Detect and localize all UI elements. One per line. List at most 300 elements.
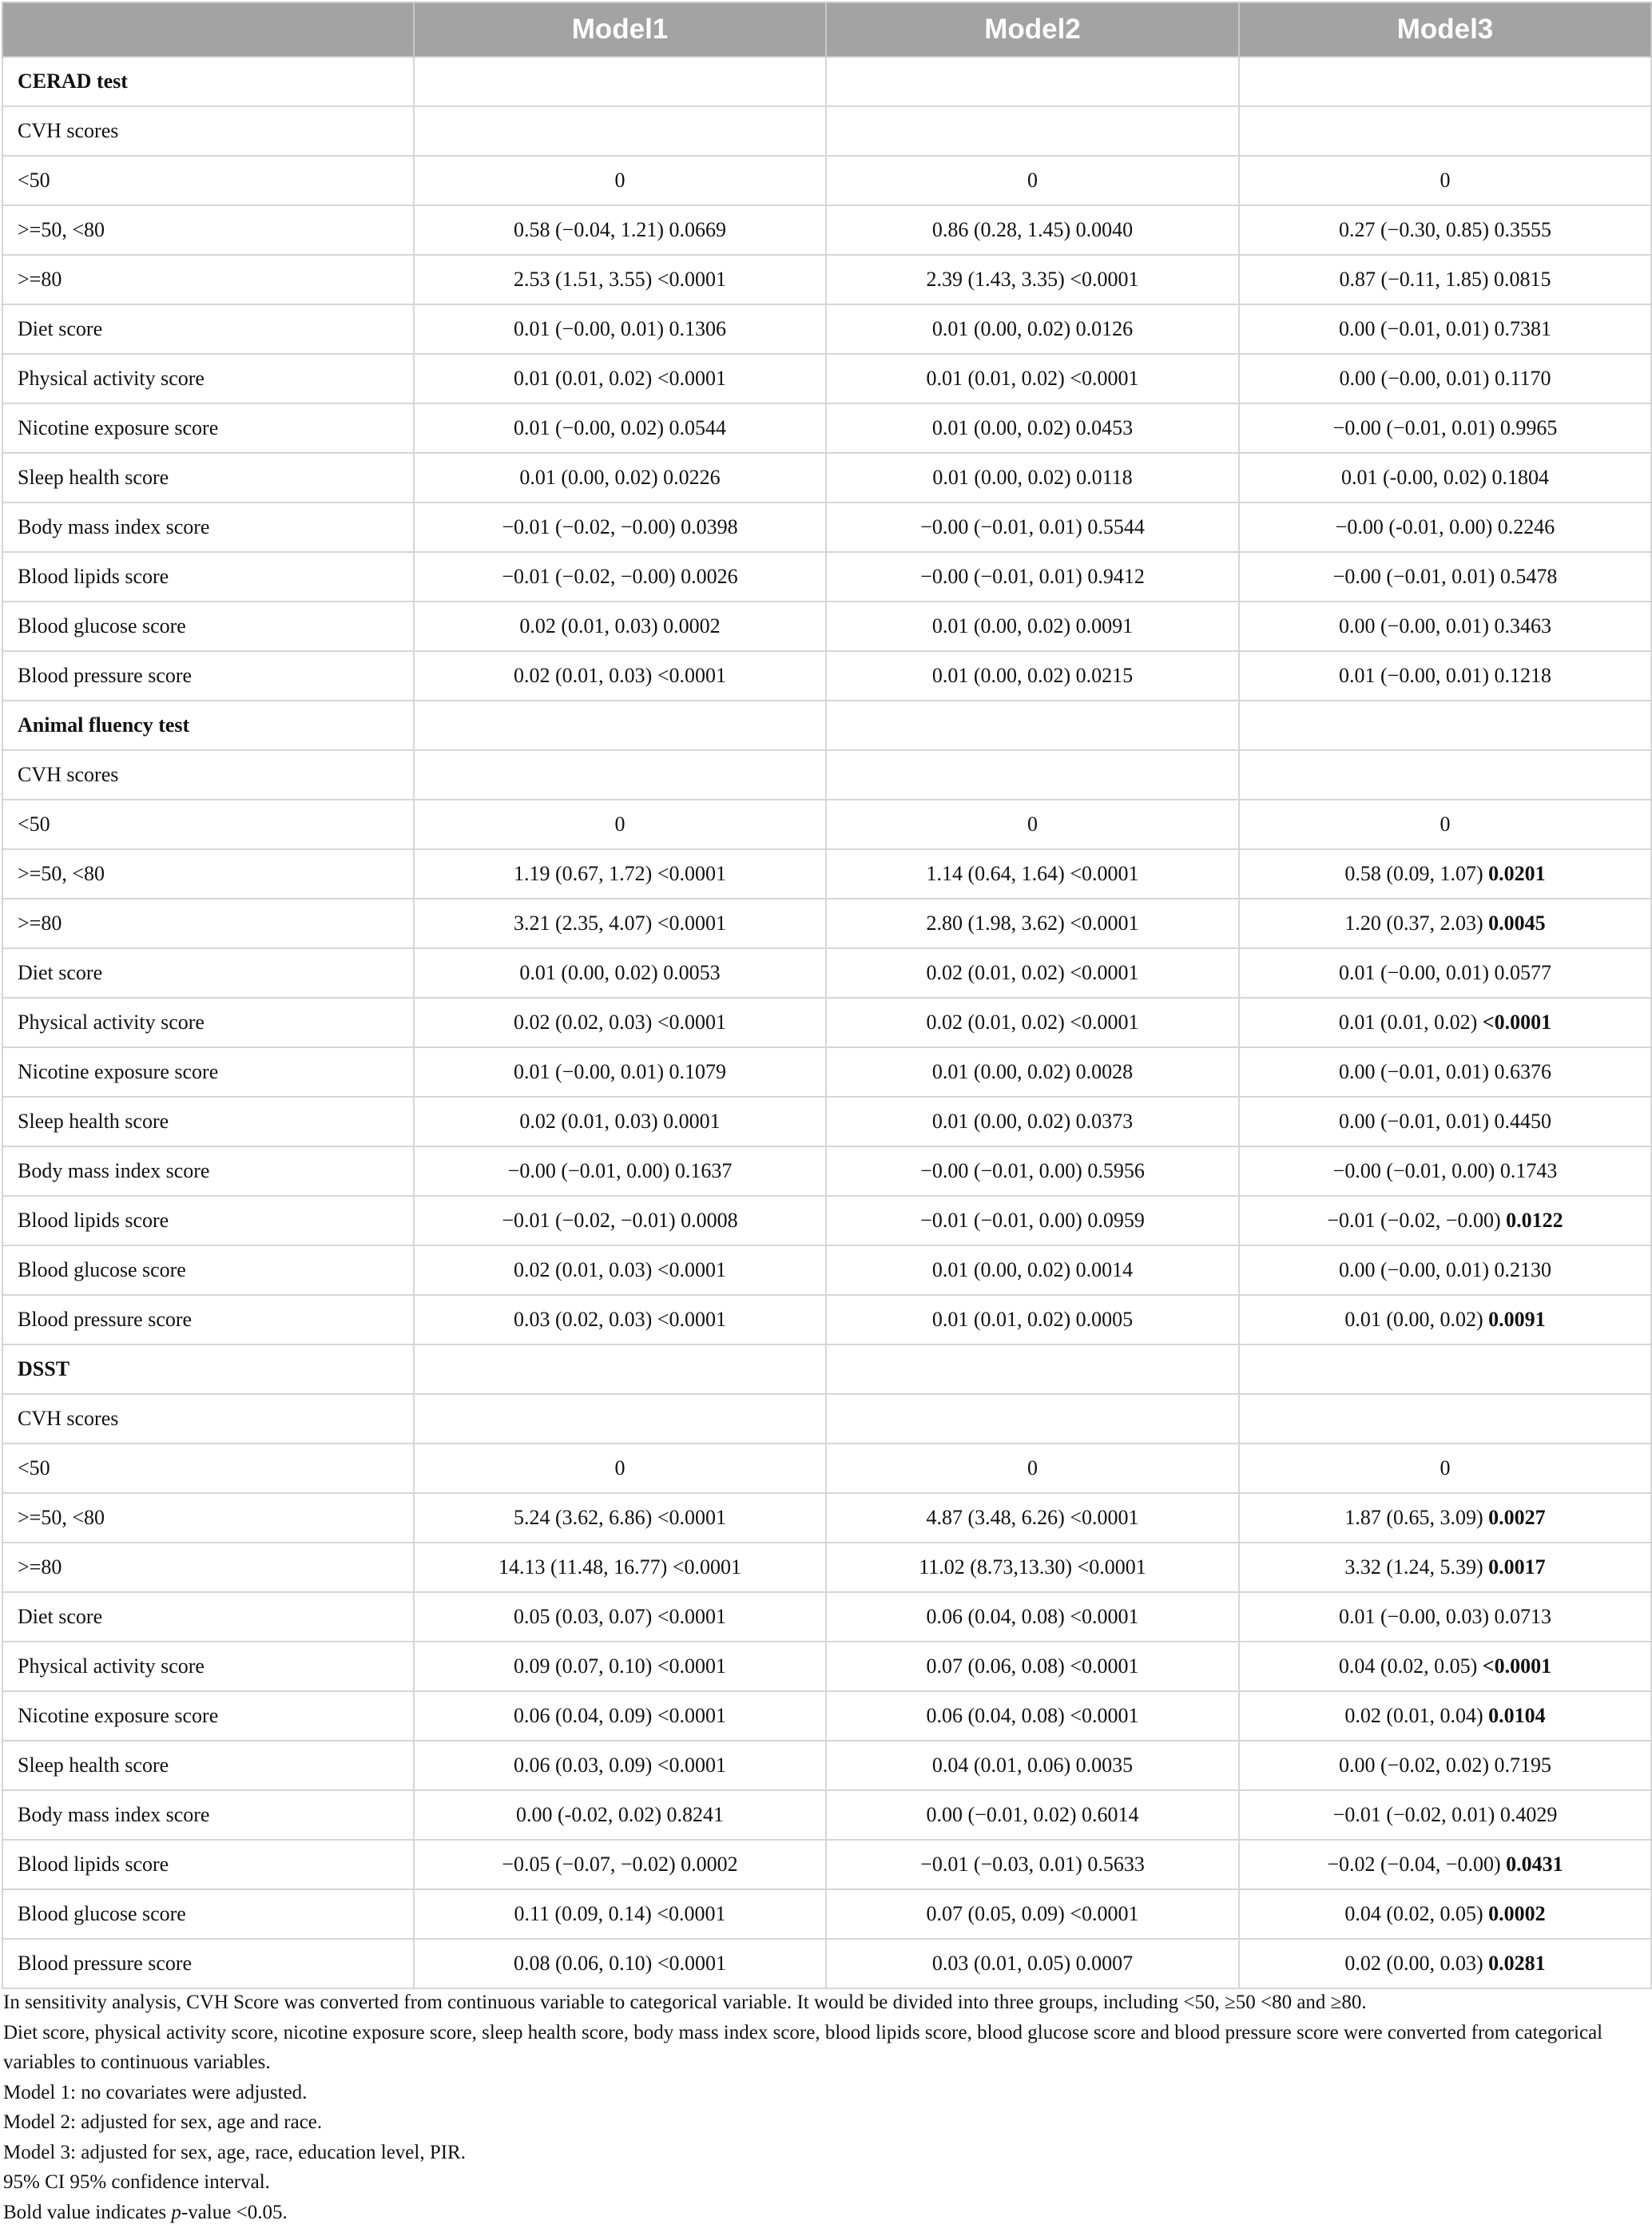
estimate-text: −0.00 (−0.01, 0.01) 0.5478 [1332,565,1558,588]
estimate-text: 0.01 (−0.00, 0.01) 0.1306 [514,317,726,340]
model1-cell [414,1790,826,1840]
table-row [2,502,1651,552]
estimate-text: 0.01 (0.00, 0.02) 0.0215 [931,664,1134,687]
estimate-text: 0.07 (0.05, 0.09) <0.0001 [926,1902,1139,1925]
model1-cell [414,1840,826,1889]
footnote-7 [3,2198,1649,2228]
model1-cell [414,800,826,849]
significant-p-value: 0.0104 [1488,1704,1546,1727]
model2-cell [826,255,1239,304]
model2-cell [826,205,1239,255]
estimate-text: 0.07 (0.06, 0.08) <0.0001 [926,1654,1139,1678]
estimate-text: 0.01 (0.00, 0.02) 0.0014 [931,1258,1134,1281]
model3-cell [1239,1295,1651,1344]
table-row [2,1146,1651,1196]
row-label: Animal fluency test [2,701,414,750]
model3-cell [1239,1444,1651,1493]
significant-p-value: 0.0002 [1488,1902,1546,1925]
model2-cell [826,800,1239,849]
model2-cell [826,1196,1239,1245]
model2-cell [826,1394,1239,1444]
row-label: CVH scores [2,750,414,800]
model3-cell [1239,1047,1651,1097]
row-label: >=80 [2,899,414,948]
estimate-text: 4.87 (3.48, 6.26) <0.0001 [926,1506,1139,1529]
table-row [2,1691,1651,1741]
table-row [2,205,1651,255]
model3-cell [1239,1097,1651,1146]
table-row [2,1196,1651,1245]
row-label: >=80 [2,255,414,304]
row-label: Sleep health score [2,1097,414,1146]
estimate-text: −0.01 (−0.02, −0.00) 0.0026 [502,565,738,588]
significant-p-value: 0.0431 [1506,1853,1563,1876]
estimate-text: 0.06 (0.03, 0.09) <0.0001 [514,1753,726,1777]
estimate-text: 0.01 (0.00, 0.02) 0.0053 [519,961,721,984]
model3-cell [1239,701,1651,750]
model3-cell [1239,552,1651,602]
model2-cell [826,1741,1239,1790]
model3-cell [1239,1592,1651,1642]
model3-cell [1239,57,1651,106]
estimate-text: −0.01 (−0.02, −0.00) [1327,1209,1501,1232]
model2-cell [826,1840,1239,1889]
model2-cell [826,453,1239,502]
row-label: Nicotine exposure score [2,403,414,453]
row-label: DSST [2,1344,414,1394]
estimate-text: 0.02 (0.01, 0.03) <0.0001 [514,664,726,687]
model2-cell [826,1146,1239,1196]
estimate-text: 0 [1440,169,1451,192]
table-row [2,1840,1651,1889]
row-label: Blood pressure score [2,1939,414,1988]
model2-cell [826,849,1239,899]
estimate-text: 0.01 (0.01, 0.02) 0.0005 [931,1308,1134,1331]
model1-cell [414,502,826,552]
estimate-text: −0.00 (−0.01, 0.00) 0.5956 [920,1159,1145,1182]
row-label: <50 [2,156,414,205]
estimate-text: 0.01 (0.00, 0.02) 0.0091 [931,614,1134,637]
estimate-text: −0.05 (−0.07, −0.02) 0.0002 [502,1853,738,1876]
model3-cell [1239,899,1651,948]
estimate-text: 0.01 (0.00, 0.02) 0.0453 [931,416,1134,439]
estimate-text: 0.01 (−0.00, 0.03) 0.0713 [1339,1605,1551,1628]
model2-cell [826,156,1239,205]
table-row [2,1889,1651,1939]
estimate-text: 0.08 (0.06, 0.10) <0.0001 [514,1952,726,1975]
model3-cell [1239,1840,1651,1889]
estimate-text: 0.01 (0.00, 0.02) 0.0028 [931,1060,1134,1083]
row-label: Physical activity score [2,1642,414,1691]
model1-cell [414,1741,826,1790]
significant-p-value: 0.0045 [1488,911,1546,935]
model2-cell [826,1790,1239,1840]
row-label: Blood lipids score [2,1196,414,1245]
table-row [2,602,1651,651]
model1-cell [414,552,826,602]
estimate-text: −0.00 (−0.01, 0.01) 0.5544 [920,515,1145,538]
table-body [2,57,1651,1988]
model1-cell [414,849,826,899]
estimate-text: −0.00 (-0.01, 0.00) 0.2246 [1335,515,1555,538]
significant-p-value: 0.0091 [1488,1308,1546,1331]
model3-cell [1239,1889,1651,1939]
model3-cell [1239,948,1651,998]
estimate-text: 0.01 (0.00, 0.02) 0.0118 [932,466,1133,489]
row-label: CERAD test [2,57,414,106]
model1-cell [414,1097,826,1146]
significant-p-value: 0.0027 [1488,1506,1546,1529]
row-label: Body mass index score [2,1790,414,1840]
model3-cell [1239,1493,1651,1543]
model3-cell [1239,651,1651,701]
estimate-text: 3.21 (2.35, 4.07) <0.0001 [514,911,726,935]
model2-cell [826,1543,1239,1592]
estimate-text: 0.02 (0.01, 0.02) <0.0001 [926,961,1139,984]
model3-cell [1239,1741,1651,1790]
estimate-text: −0.00 (−0.01, 0.01) 0.9412 [920,565,1145,588]
estimate-text: 2.39 (1.43, 3.35) <0.0001 [926,268,1139,291]
table-row [2,1344,1651,1394]
estimate-text: 0.01 (−0.00, 0.01) 0.0577 [1339,961,1551,984]
model2-cell [826,502,1239,552]
estimate-text: 2.80 (1.98, 3.62) <0.0001 [926,911,1139,935]
footnote-2: Diet score, physical activity score, nicotine exposure score, sleep health score, body mass index score, blood lipids score, blood glucose score and blood pressure score were converted from categorical variables to continuous variables. [3,2021,1603,2073]
model1-cell [414,651,826,701]
row-label: Blood pressure score [2,651,414,701]
row-label: Diet score [2,304,414,354]
estimate-text: 0.00 (−0.01, 0.01) 0.7381 [1339,317,1551,340]
estimate-text: 0.01 (−0.00, 0.02) 0.0544 [514,416,726,439]
estimate-text: 0.00 (−0.00, 0.01) 0.1170 [1339,367,1551,390]
row-label: Blood glucose score [2,602,414,651]
estimate-text: 1.14 (0.64, 1.64) <0.0001 [926,862,1139,885]
model2-cell [826,602,1239,651]
significant-p-value: 0.0281 [1488,1952,1546,1975]
estimate-text: 0.11 (0.09, 0.14) <0.0001 [514,1902,726,1925]
table-footnotes [3,1988,1649,2227]
model1-cell [414,304,826,354]
model1-cell [414,1642,826,1691]
estimate-text: 0.05 (0.03, 0.07) <0.0001 [514,1605,726,1628]
model2-cell [826,998,1239,1047]
table-row [2,899,1651,948]
model1-cell [414,1493,826,1543]
row-label: Diet score [2,948,414,998]
row-label: Diet score [2,1592,414,1642]
model1-cell [414,403,826,453]
table-row [2,849,1651,899]
model3-cell [1239,1146,1651,1196]
model2-cell [826,1344,1239,1394]
estimate-text: 0 [1440,812,1451,836]
estimate-text: 0 [1027,812,1038,836]
footnote-7-italic: p [171,2201,181,2223]
model1-cell [414,1196,826,1245]
significant-p-value: 0.0122 [1506,1209,1563,1232]
row-label: <50 [2,1444,414,1493]
estimate-text: 0 [1027,169,1038,192]
estimate-text: 0.02 (0.01, 0.02) <0.0001 [926,1011,1139,1034]
estimate-text: −0.01 (−0.01, 0.00) 0.0959 [920,1209,1145,1232]
estimate-text: −0.01 (−0.03, 0.01) 0.5633 [920,1853,1145,1876]
model3-cell [1239,156,1651,205]
estimate-text: −0.00 (−0.01, 0.00) 0.1743 [1332,1159,1558,1182]
footnote-5: Model 3: adjusted for sex, age, race, education level, PIR. [3,2141,466,2163]
estimate-text: 0.01 (-0.00, 0.02) 0.1804 [1341,466,1549,489]
table-row [2,1939,1651,1988]
model1-cell [414,156,826,205]
model2-cell [826,899,1239,948]
model2-cell [826,1691,1239,1741]
model1-cell [414,57,826,106]
model1-cell [414,205,826,255]
model3-cell [1239,255,1651,304]
model3-cell [1239,800,1651,849]
estimate-text: 0.00 (−0.01, 0.01) 0.4450 [1339,1110,1551,1133]
row-label: <50 [2,800,414,849]
model2-cell [826,948,1239,998]
estimate-text: 0.02 (0.01, 0.03) <0.0001 [514,1258,726,1281]
estimate-text: 0.02 (0.01, 0.04) [1344,1704,1483,1727]
row-label: Blood pressure score [2,1295,414,1344]
model2-cell [826,1097,1239,1146]
footnote-4: Model 2: adjusted for sex, age and race. [3,2111,323,2133]
model1-cell [414,1295,826,1344]
estimate-text: 5.24 (3.62, 6.86) <0.0001 [514,1506,726,1529]
table-row [2,1543,1651,1592]
model2-cell [826,106,1239,156]
model3-cell [1239,849,1651,899]
table-row [2,57,1651,106]
estimate-text: 0.02 (0.00, 0.03) [1344,1952,1483,1975]
model1-cell [414,255,826,304]
table-row [2,750,1651,800]
estimate-text: 0.01 (0.00, 0.02) 0.0126 [931,317,1134,340]
model1-cell [414,1691,826,1741]
table-row [2,1097,1651,1146]
table-row [2,552,1651,602]
footnote-6: 95% CI 95% confidence interval. [3,2171,270,2193]
row-label: >=80 [2,1543,414,1592]
model1-cell [414,1444,826,1493]
model3-cell [1239,1344,1651,1394]
table-row [2,1642,1651,1691]
estimate-text: −0.02 (−0.04, −0.00) [1327,1853,1501,1876]
estimate-text: 2.53 (1.51, 3.55) <0.0001 [514,268,726,291]
model1-cell [414,1592,826,1642]
model3-cell [1239,1245,1651,1295]
model2-cell [826,1047,1239,1097]
estimate-text: 11.02 (8.73,13.30) <0.0001 [919,1555,1146,1579]
table-row [2,800,1651,849]
model1-cell [414,1939,826,1988]
estimate-text: 0.02 (0.01, 0.03) 0.0002 [519,614,721,637]
model1-cell [414,1146,826,1196]
table-row [2,255,1651,304]
model3-cell [1239,1691,1651,1741]
row-label: Sleep health score [2,1741,414,1790]
footnote-1: In sensitivity analysis, CVH Score was converted from continuous variable to categorical variable. It would be divided into three groups, including <50, ≥50 <80 and ≥80. [3,1992,1367,2013]
row-label: CVH scores [2,1394,414,1444]
model2-cell [826,57,1239,106]
estimate-text: 0.00 (−0.01, 0.01) 0.6376 [1339,1060,1551,1083]
estimate-text: 0.06 (0.04, 0.09) <0.0001 [514,1704,726,1727]
model1-cell [414,701,826,750]
estimate-text: 0.01 (0.00, 0.02) 0.0373 [931,1110,1134,1133]
significant-p-value: 0.0017 [1488,1555,1546,1579]
estimate-text: −0.01 (−0.02, −0.00) 0.0398 [502,515,738,538]
model3-cell [1239,1196,1651,1245]
model1-cell [414,899,826,948]
table-row [2,304,1651,354]
model2-cell [826,354,1239,403]
table-row [2,1444,1651,1493]
header-cell-blank [2,2,414,57]
estimate-text: 0.02 (0.02, 0.03) <0.0001 [514,1011,726,1034]
model1-cell [414,750,826,800]
footnote-7-post: -value <0.05. [181,2201,288,2223]
table-row [2,1295,1651,1344]
row-label: >=50, <80 [2,205,414,255]
estimate-text: 0.03 (0.02, 0.03) <0.0001 [514,1308,726,1331]
estimate-text: 0.01 (−0.00, 0.01) 0.1079 [514,1060,726,1083]
estimate-text: 0 [1440,1456,1451,1479]
footnote-7-pre: Bold value indicates [3,2201,172,2223]
estimate-text: −0.01 (−0.02, −0.01) 0.0008 [502,1209,738,1232]
model2-cell [826,1493,1239,1543]
estimate-text: 0.03 (0.01, 0.05) 0.0007 [931,1952,1134,1975]
model3-cell [1239,1939,1651,1988]
estimate-text: 0.58 (−0.04, 1.21) 0.0669 [514,218,726,241]
estimate-text: −0.01 (−0.02, 0.01) 0.4029 [1332,1803,1558,1826]
significant-p-value: <0.0001 [1482,1011,1552,1034]
table-row [2,106,1651,156]
model2-cell [826,552,1239,602]
table-row [2,1245,1651,1295]
model3-cell [1239,998,1651,1047]
estimate-text: 0.00 (−0.02, 0.02) 0.7195 [1339,1753,1551,1777]
estimate-text: 0.58 (0.09, 1.07) [1344,862,1483,885]
model3-cell [1239,1642,1651,1691]
estimate-text: 0.01 (0.01, 0.02) <0.0001 [926,367,1139,390]
estimate-text: 1.20 (0.37, 2.03) [1344,911,1483,935]
model2-cell [826,304,1239,354]
estimate-text: 0.06 (0.04, 0.08) <0.0001 [926,1605,1139,1628]
estimate-text: 1.19 (0.67, 1.72) <0.0001 [514,862,726,885]
model2-cell [826,1444,1239,1493]
model3-cell [1239,354,1651,403]
table-row [2,1741,1651,1790]
estimate-text: 0.00 (−0.00, 0.01) 0.3463 [1339,614,1551,637]
estimate-text: 0 [614,1456,625,1479]
estimate-text: 0.09 (0.07, 0.10) <0.0001 [514,1654,726,1678]
model2-cell [826,701,1239,750]
model3-cell [1239,106,1651,156]
estimate-text: 0.06 (0.04, 0.08) <0.0001 [926,1704,1139,1727]
table-row [2,453,1651,502]
model3-cell [1239,1790,1651,1840]
estimate-text: 0.00 (-0.02, 0.02) 0.8241 [516,1803,724,1826]
model3-cell [1239,750,1651,800]
significant-p-value: <0.0001 [1482,1654,1552,1678]
estimate-text: 0 [614,812,625,836]
estimate-text: −0.00 (−0.01, 0.00) 0.1637 [507,1159,733,1182]
model2-cell [826,403,1239,453]
table-row [2,948,1651,998]
model1-cell [414,354,826,403]
model3-cell [1239,602,1651,651]
model2-cell [826,1592,1239,1642]
estimate-text: 14.13 (11.48, 16.77) <0.0001 [498,1555,741,1579]
model2-cell [826,1642,1239,1691]
model1-cell [414,453,826,502]
row-label: CVH scores [2,106,414,156]
estimate-text: 0.27 (−0.30, 0.85) 0.3555 [1339,218,1551,241]
model2-cell [826,651,1239,701]
header-cell-model3: Model3 [1239,2,1651,57]
model1-cell [414,1543,826,1592]
table-header-row [2,2,1651,57]
model2-cell [826,1295,1239,1344]
model3-cell [1239,205,1651,255]
estimate-text: 3.32 (1.24, 5.39) [1344,1555,1483,1579]
table-row [2,354,1651,403]
table-row [2,403,1651,453]
estimate-text: 0.01 (−0.00, 0.01) 0.1218 [1339,664,1551,687]
model1-cell [414,1047,826,1097]
estimate-text: 0.04 (0.01, 0.06) 0.0035 [931,1753,1134,1777]
row-label: Sleep health score [2,453,414,502]
model3-cell [1239,403,1651,453]
estimate-text: 0.00 (−0.00, 0.01) 0.2130 [1339,1258,1551,1281]
estimate-text: 0.87 (−0.11, 1.85) 0.0815 [1339,268,1551,291]
model1-cell [414,1889,826,1939]
estimate-text: 0.00 (−0.01, 0.02) 0.6014 [926,1803,1139,1826]
model2-cell [826,750,1239,800]
table-row [2,1493,1651,1543]
model1-cell [414,1245,826,1295]
row-label: Body mass index score [2,1146,414,1196]
estimate-text: 0.01 (0.00, 0.02) 0.0226 [519,466,721,489]
model3-cell [1239,1543,1651,1592]
model1-cell [414,998,826,1047]
row-label: Blood lipids score [2,1840,414,1889]
model3-cell [1239,502,1651,552]
row-label: Physical activity score [2,354,414,403]
model2-cell [826,1245,1239,1295]
model3-cell [1239,1394,1651,1444]
footnote-3: Model 1: no covariates were adjusted. [3,2081,308,2103]
row-label: >=50, <80 [2,849,414,899]
estimate-text: 0 [614,169,625,192]
table-row [2,701,1651,750]
table-row [2,651,1651,701]
table-row [2,1790,1651,1840]
results-table [2,2,1652,1989]
header-cell-model1: Model1 [414,2,826,57]
estimate-text: 1.87 (0.65, 3.09) [1344,1506,1483,1529]
row-label: Blood lipids score [2,552,414,602]
model3-cell [1239,453,1651,502]
estimate-text: 0.01 (0.01, 0.02) <0.0001 [514,367,726,390]
table-row [2,1394,1651,1444]
model1-cell [414,948,826,998]
significant-p-value: 0.0201 [1488,862,1546,885]
model1-cell [414,602,826,651]
row-label: Nicotine exposure score [2,1691,414,1741]
estimate-text: −0.00 (−0.01, 0.01) 0.9965 [1332,416,1558,439]
